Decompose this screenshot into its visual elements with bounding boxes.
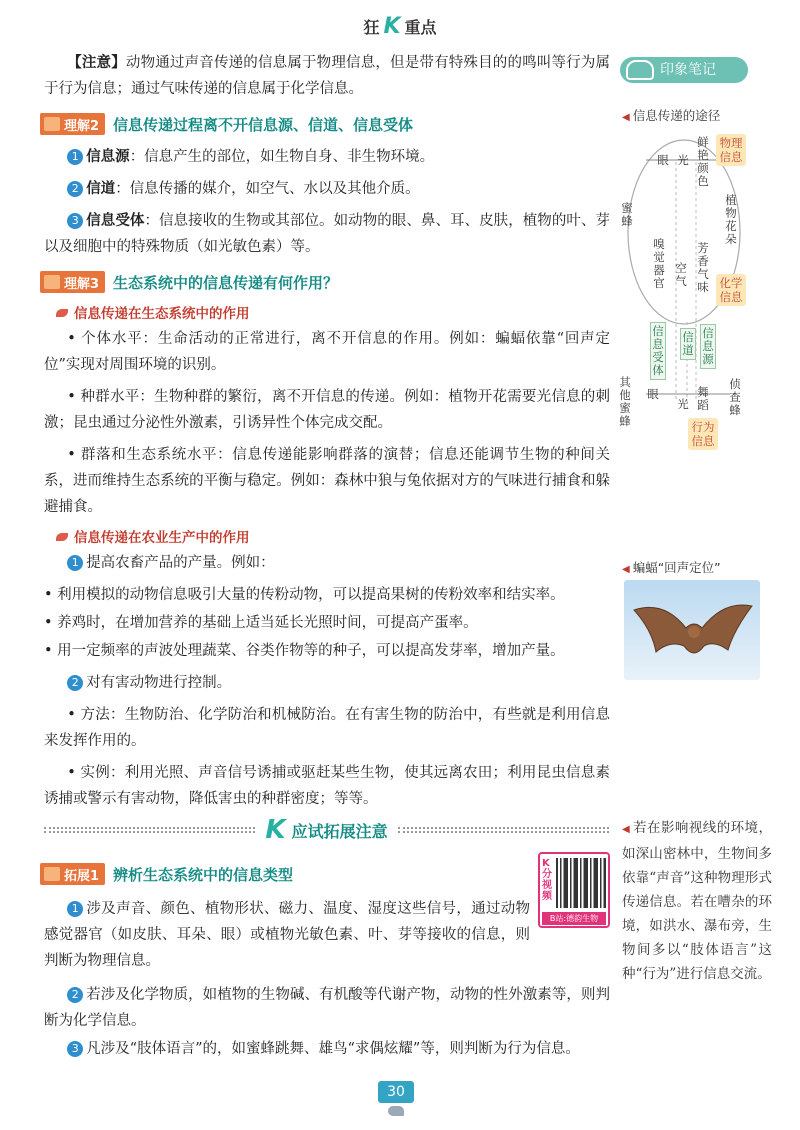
ext-item-1: 1 涉及声音、颜色、植物形状、磁力、温度、湿度这些信号，通过动物感觉器官（如皮肤、耳朵、眼）或植物光敏色素、叶、芽等接收的信息，则判断为物理信息。 (44, 901, 530, 969)
info-path-diagram (612, 122, 792, 452)
s3-b1: • 利用模拟的动物信息吸引大量的传粉动物，可以提高果树的传粉效率和结实率。 (44, 587, 565, 603)
eye-label-bottom: 眼 (647, 387, 659, 401)
ext-item-3: 3 凡涉及“肢体语言”的，如蜜蜂跳舞、雄鸟“求偶炫耀”等，则判断为行为信息。 (44, 1036, 610, 1062)
header-right: 重点 (404, 18, 437, 37)
triangle-icon: ◀ (622, 564, 630, 575)
bee-label: 蜜蜂 (621, 201, 633, 228)
s3-b3: • 用一定频率的声波处理蔬菜、谷类作物等的种子，可以提高发芽率，增加产量。 (44, 643, 565, 659)
eye-label-top: 眼 (657, 153, 669, 167)
s3-c2: • 实例：利用光照、声音信号诱捕或驱赶某些生物，使其远离农田；利用昆虫信息素诱捕或警示有害动物，降低害虫的种群密度；等等。 (44, 765, 610, 807)
s3-a1: 1 提高农畜产品的产量。例如： (44, 550, 610, 576)
s3-a2: 2 对有害动物进行控制。 (44, 670, 610, 696)
extension-k-logo: K (265, 815, 286, 845)
behavior-info-chip: 行为信息 (688, 418, 718, 450)
leaf-icon (56, 533, 68, 541)
bat-title: ◀ 蝙蝠“回声定位” (622, 560, 721, 575)
dotted-rule (44, 827, 255, 833)
dance-label: 舞蹈 (697, 385, 709, 412)
s3-c1: • 方法：生物防治、化学防治和机械防治。在有害生物的防治中，有些就是利用信息来发挥作用的。 (44, 707, 610, 749)
s2-item-1: 1 信息源：信息产生的部位，如生物自身、非生物环境。 (44, 144, 610, 170)
note-text: 动物通过声音传递的信息属于物理信息，但是带有特殊目的的鸣叫等行为属于行为信息；通过气味传递的信息属于化学信息。 (44, 55, 610, 97)
extension-section (44, 852, 610, 894)
book-icon (44, 117, 60, 131)
triangle-icon: ◀ (622, 112, 630, 123)
extension-1-tag: 拓展1 (40, 863, 105, 885)
number-badge-icon: 3 (67, 1041, 83, 1057)
air-label: 空气 (675, 261, 687, 288)
s3-subheading-2: 信息传递在农业生产中的作用 (56, 526, 610, 546)
s2-item-2: 2 信道：信息传播的媒介，如空气、水以及其他介质。 (44, 176, 610, 202)
light-label-top: 光 (677, 153, 689, 167)
light-label-bottom: 光 (677, 397, 689, 411)
ext-item-2: 2 若涉及化学物质，如植物的生物碱、有机酸等代谢产物，动物的性外激素等，则判断为化学信息。 (44, 987, 610, 1029)
leaf-icon (56, 309, 68, 317)
number-badge-icon: 2 (67, 181, 83, 197)
page-header (0, 14, 800, 39)
other-bee-label: 其他蜜蜂 (619, 375, 631, 428)
section-2-title: 信息传递过程离不开信息源、信道、信息受体 (113, 115, 414, 134)
number-badge-icon: 2 (67, 675, 83, 691)
extension-title: 应试拓展注意 (291, 821, 388, 841)
s3-subheading-1: 信息传递在生态系统中的作用 (56, 302, 610, 322)
s3-p2: • 种群水平：生物种群的繁衍，离不开信息的传递。例如：植物开花需要光信息的刺激；昆虫通过分泌性外激素，引诱异性个体完成交配。 (44, 389, 610, 431)
notebook-icon (626, 60, 654, 80)
extension-1-title: 辨析生态系统中的信息类型 (113, 865, 294, 884)
section-2-tag: 理解2 (40, 113, 105, 135)
channel-box: 信道 (680, 328, 696, 360)
qr-code-icon (556, 858, 606, 908)
s3-p3: • 群落和生态系统水平：信息传递能影响群落的演替；信息还能调节生物的种间关系，进而维持生态系统的平衡与稳定。例如：森林中狼与兔依据对方的气味进行捕食和躲避捕食。 (44, 447, 610, 515)
extension-1-heading (40, 862, 610, 886)
number-badge-icon: 1 (67, 149, 83, 165)
aroma-label: 芳香气味 (697, 241, 709, 294)
physical-info-chip: 物理信息 (716, 134, 746, 166)
sidebar-caption: ◀ 若在影响视线的环境，如深山密林中，生物间多依靠“声音”这种物理形式传递信息。若在嘈杂的环境，如洪水、瀑布旁，生物间多以“肢体语言”这种“行为”进行信息交流。 (622, 820, 772, 982)
main-content (44, 50, 610, 818)
note-paragraph (44, 50, 610, 102)
dotted-rule (398, 827, 609, 833)
note-label: 【注意】 (67, 55, 126, 71)
page-number: 30 (378, 1081, 414, 1103)
receptor-box: 信息受体 (650, 322, 666, 380)
chemical-info-chip: 化学信息 (716, 274, 746, 306)
smell-organ-label: 嗅觉器官 (653, 237, 665, 290)
number-badge-icon: 3 (67, 213, 83, 229)
sidebar-banner: 印象笔记 (620, 57, 748, 83)
flower-label: 植物花朵 (725, 193, 737, 246)
bat-image (624, 580, 760, 680)
section-3-tag: 理解3 (40, 271, 105, 293)
qr-video-box[interactable] (538, 852, 610, 928)
section-3-title: 生态系统中的信息传递有何作用？ (113, 273, 339, 292)
number-badge-icon: 1 (67, 901, 83, 917)
bird-icon (388, 1106, 404, 1116)
s3-p1: • 个体水平：生命活动的正常进行，离不开信息的作用。例如：蝙蝠依靠“回声定位”实现对周围环境的识别。 (44, 331, 610, 373)
diagram-title: ◀ 信息传递的途径 (622, 108, 721, 123)
number-badge-icon: 1 (67, 555, 83, 571)
section-2-heading (40, 112, 610, 136)
source-box: 信息源 (700, 324, 716, 369)
book-icon (44, 275, 60, 289)
section-3-heading (40, 270, 610, 294)
s3-b2: • 养鸡时，在增加营养的基础上适当延长光照时间，可提高产蛋率。 (44, 615, 478, 631)
bat-illustration (624, 580, 760, 680)
extension-divider (44, 815, 609, 845)
scout-bee-label: 侦查蜂 (729, 377, 741, 417)
header-left: 狂 (363, 18, 380, 37)
qr-caption: B站:德韵生物 (542, 912, 606, 925)
bat-head (688, 626, 700, 638)
bright-color-label: 鲜艳颜色 (697, 135, 709, 188)
header-k-logo: K (383, 14, 401, 39)
book-icon (44, 867, 60, 881)
number-badge-icon: 2 (67, 987, 83, 1003)
triangle-icon: ◀ (622, 824, 631, 835)
qr-label: K分视频 (542, 858, 552, 902)
s2-item-3: 3 信息受体：信息接收的生物或其部位。如动物的眼、鼻、耳、皮肤，植物的叶、芽以及细胞中的特殊物质（如光敏色素）等。 (44, 213, 611, 255)
